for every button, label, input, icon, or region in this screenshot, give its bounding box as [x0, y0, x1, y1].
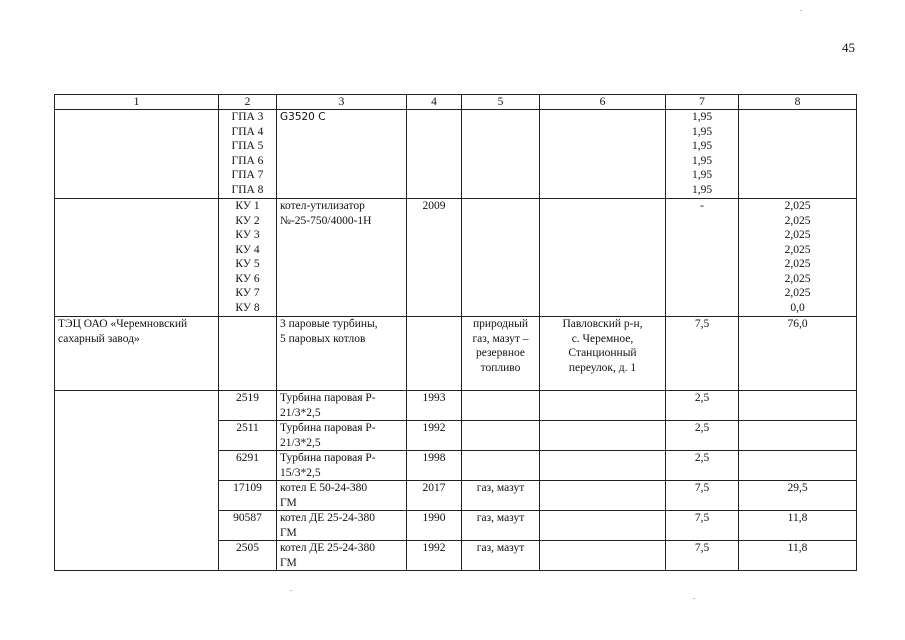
unit-label: КУ 6: [235, 272, 260, 285]
row-equipment: [277, 511, 407, 541]
model-line: котел-утилизатор: [280, 200, 365, 212]
row-col8: [739, 391, 857, 421]
cell-empty: [540, 451, 666, 481]
header-cell: 1: [55, 95, 219, 110]
equipment-line: ГМ: [280, 496, 297, 509]
row-equipment: [277, 541, 407, 571]
plant-fuel-cell: [462, 317, 540, 391]
row-number: 17109: [219, 481, 277, 511]
header-cell: 7: [666, 95, 739, 110]
value: 2,025: [784, 258, 811, 270]
row-year: 1993: [407, 391, 462, 421]
unit-label: ГПА 8: [231, 183, 264, 196]
plant-col8-cell: 76,0: [739, 317, 857, 391]
row-col7: 2,5: [666, 451, 739, 481]
scan-speck: [800, 10, 802, 11]
row-col7: 7,5: [666, 541, 739, 571]
unit-label: КУ 5: [235, 258, 260, 270]
cell-empty: [540, 481, 666, 511]
equipment-line: Турбина паровая Р-: [280, 452, 376, 464]
row-number: 2519: [219, 391, 277, 421]
value: 1,95: [691, 169, 713, 181]
equipment-table: [54, 94, 857, 571]
equipment-line: ГМ: [280, 556, 297, 569]
cell-empty: [540, 421, 666, 451]
cell-empty: [540, 199, 666, 317]
plant-equipment-cell: [277, 317, 407, 391]
row-col7: 7,5: [666, 481, 739, 511]
plant-name-line: ТЭЦ ОАО «Черемновский: [58, 318, 188, 330]
row-equipment: [277, 421, 407, 451]
header-cell: 8: [739, 95, 857, 110]
ku-model-cell: [277, 199, 407, 317]
row-year: 1992: [407, 421, 462, 451]
unit-label: ГПА 7: [231, 169, 264, 181]
row-fuel: газ, мазут: [462, 481, 540, 511]
value: 2,025: [784, 287, 811, 299]
cell-empty: [55, 199, 219, 317]
cell-empty: [462, 199, 540, 317]
table-row-plant: [55, 317, 857, 391]
value: 1,95: [691, 154, 713, 167]
cell-empty: [219, 317, 277, 391]
row-fuel: [462, 451, 540, 481]
equipment-line: 21/3*2,5: [280, 406, 321, 419]
table-row-gpa: [55, 110, 857, 199]
ku-col8-cell: [739, 199, 857, 317]
header-cell: 5: [462, 95, 540, 110]
table-row: [55, 391, 857, 421]
equipment-line: 21/3*2,5: [280, 436, 321, 449]
equipment-line: Турбина паровая Р-: [280, 422, 376, 434]
plant-name-cell: [55, 317, 219, 391]
row-equipment: [277, 451, 407, 481]
equipment-line: котел ДЕ 25-24-380: [280, 542, 375, 554]
unit-label: КУ 3: [235, 229, 260, 241]
header-cell: 4: [407, 95, 462, 110]
row-year: 1992: [407, 541, 462, 571]
unit-label: КУ 2: [235, 214, 260, 227]
address-line: Станционный: [568, 347, 637, 359]
unit-label: КУ 4: [235, 243, 260, 256]
ku-year-cell: 2009: [407, 199, 462, 317]
ku-units-cell: [219, 199, 277, 317]
plant-address-cell: [540, 317, 666, 391]
row-year: 2017: [407, 481, 462, 511]
address-line: с. Черемное,: [571, 332, 634, 345]
cell-empty: [462, 110, 540, 199]
page-number: 45: [842, 40, 855, 55]
fuel-line: резервное: [476, 347, 525, 359]
equipment-line: 3 паровые турбины,: [280, 318, 378, 330]
equipment-line: котел Е 50-24-380: [280, 482, 368, 494]
cell-empty: [540, 391, 666, 421]
row-col7: 2,5: [666, 421, 739, 451]
equipment-line: ГМ: [280, 526, 297, 539]
cell-empty: [55, 110, 219, 199]
value: 2,025: [784, 272, 811, 285]
unit-label: КУ 7: [235, 287, 260, 299]
gpa-col7-cell: [666, 110, 739, 199]
equipment-line: 15/3*2,5: [280, 466, 321, 479]
row-col7: 2,5: [666, 391, 739, 421]
row-equipment: [277, 391, 407, 421]
value: 1,95: [691, 125, 713, 138]
plant-name-line: сахарный завод»: [58, 332, 140, 345]
header-cell: 2: [219, 95, 277, 110]
cell-empty: [407, 110, 462, 199]
row-fuel: [462, 391, 540, 421]
cell-empty: [540, 511, 666, 541]
unit-label: ГПА 4: [231, 125, 264, 138]
row-fuel: [462, 421, 540, 451]
value: 1,95: [691, 111, 713, 123]
row-number: 6291: [219, 451, 277, 481]
value: 2,025: [784, 243, 811, 256]
value: 2,025: [784, 200, 811, 212]
row-fuel: газ, мазут: [462, 511, 540, 541]
value: 1,95: [691, 183, 713, 196]
header-cell: 6: [540, 95, 666, 110]
address-line: переулок, д. 1: [568, 361, 637, 374]
value: 0,0: [790, 301, 805, 314]
equipment-line: 5 паровых котлов: [280, 332, 366, 345]
equipment-line: котел ДЕ 25-24-380: [280, 512, 375, 524]
row-col8: [739, 421, 857, 451]
cell-empty: [739, 110, 857, 199]
row-col8: 29,5: [739, 481, 857, 511]
scan-speck: [290, 590, 292, 591]
row-equipment: [277, 481, 407, 511]
cell-empty: [540, 541, 666, 571]
model-line: №-25-750/4000-1Н: [280, 214, 372, 227]
fuel-line: природный: [472, 318, 529, 330]
header-row: [55, 95, 857, 110]
address-line: Павловский р-н,: [562, 318, 643, 330]
value: 1,95: [691, 140, 713, 152]
unit-label: ГПА 3: [231, 111, 264, 123]
header-cell: 3: [277, 95, 407, 110]
unit-label: ГПА 6: [231, 154, 264, 167]
unit-label: КУ 1: [235, 200, 260, 212]
value: 2,025: [784, 229, 811, 241]
row-number: 90587: [219, 511, 277, 541]
plant-col7-cell: 7,5: [666, 317, 739, 391]
row-col8: 11,8: [739, 511, 857, 541]
unit-label: КУ 8: [235, 301, 260, 314]
row-col7: 7,5: [666, 511, 739, 541]
row-col8: 11,8: [739, 541, 857, 571]
cell-empty: [55, 391, 219, 571]
row-number: 2505: [219, 541, 277, 571]
row-fuel: газ, мазут: [462, 541, 540, 571]
cell-empty: [407, 317, 462, 391]
value: 2,025: [784, 214, 811, 227]
fuel-line: газ, мазут –: [472, 332, 529, 345]
ku-col7-cell: -: [666, 199, 739, 317]
row-number: 2511: [219, 421, 277, 451]
unit-label: ГПА 5: [231, 140, 264, 152]
row-col8: [739, 451, 857, 481]
gpa-model-cell: G3520 C: [277, 110, 407, 199]
row-year: 1998: [407, 451, 462, 481]
fuel-line: топливо: [480, 361, 521, 374]
row-year: 1990: [407, 511, 462, 541]
table-row-ku: [55, 199, 857, 317]
scan-speck: [693, 598, 695, 599]
equipment-line: Турбина паровая Р-: [280, 392, 376, 404]
cell-empty: [540, 110, 666, 199]
gpa-units-cell: [219, 110, 277, 199]
